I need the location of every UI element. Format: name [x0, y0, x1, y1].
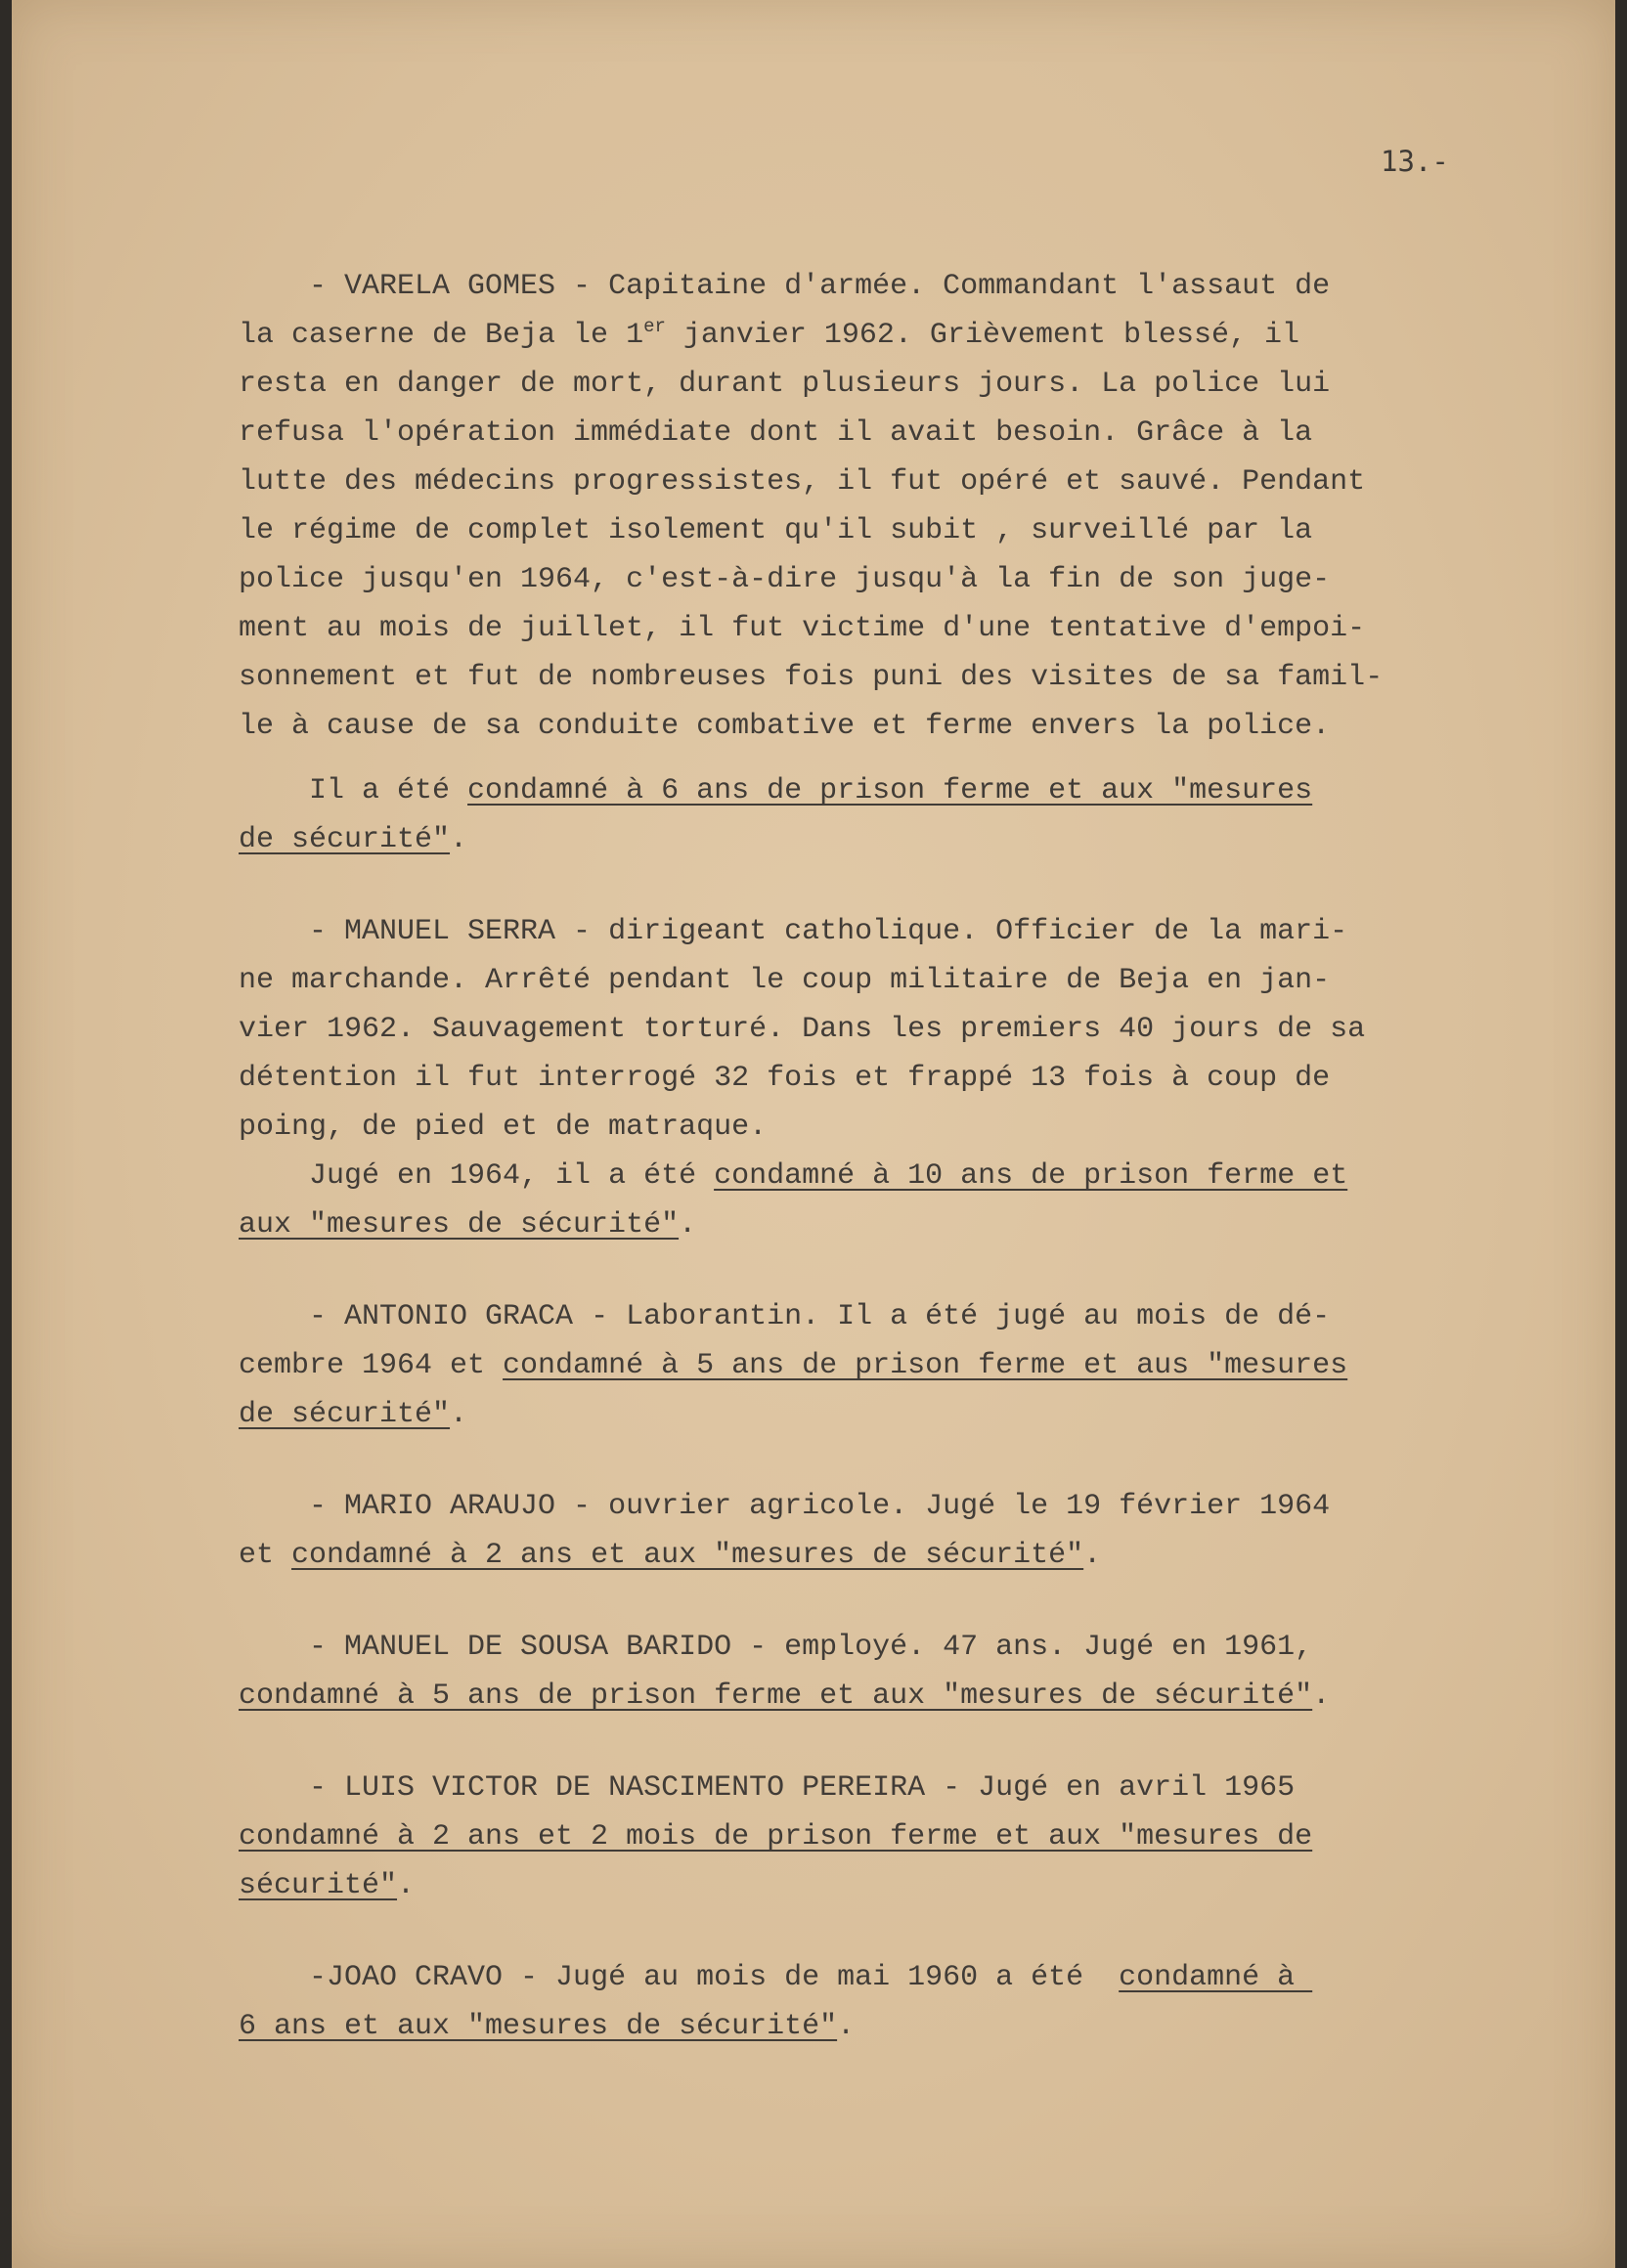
text-line: - ANTONIO GRACA - Laborantin. Il a été jugé au mois de dé-	[239, 1300, 1331, 1333]
entry-manuel-de-sousa-barido	[239, 1623, 1549, 1721]
text-line	[239, 1861, 1549, 1910]
text-line	[239, 1531, 1549, 1580]
text-line	[239, 1953, 1549, 2002]
underlined-sentence: sécurité"	[239, 1869, 398, 1902]
text-segment: la caserne de Beja le 1	[239, 319, 644, 352]
text-line	[239, 1390, 1549, 1439]
underlined-sentence: condamné à 10 ans de prison ferme et	[714, 1159, 1348, 1193]
entry-varela-gomes	[239, 262, 1549, 864]
sentence-line	[239, 1152, 1549, 1200]
text-segment: janvier 1962. Grièvement blessé, il	[665, 319, 1299, 352]
document-page	[12, 0, 1615, 2268]
text-line: ne marchande. Arrêté pendant le coup militaire de Beja en jan-	[239, 964, 1331, 997]
text-line	[239, 1672, 1549, 1721]
text-line	[239, 311, 1549, 360]
underlined-sentence: condamné à 5 ans de prison ferme et aus "mesures	[503, 1349, 1348, 1382]
underlined-sentence: aux "mesures de sécurité"	[239, 1208, 680, 1242]
sentence-line	[239, 1200, 1549, 1249]
text-line: vier 1962. Sauvagement torturé. Dans les premiers 40 jours de sa	[239, 1013, 1366, 1046]
sentence-line	[239, 815, 1549, 864]
text-line: sonnement et fut de nombreuses fois puni des visites de sa famil-	[239, 661, 1384, 694]
text-segment: .	[679, 1208, 697, 1242]
text-segment: .	[450, 823, 468, 856]
text-line: poing, de pied et de matraque.	[239, 1111, 768, 1144]
underlined-sentence: condamné à 5 ans de prison ferme et aux "mesures de sécurité"	[239, 1679, 1313, 1713]
underlined-sentence: condamné à	[1119, 1961, 1313, 1994]
text-segment: Il a été	[239, 774, 468, 807]
text-line: - MANUEL SERRA - dirigeant catholique. Officier de la mari-	[239, 915, 1348, 948]
entry-mario-araujo	[239, 1482, 1549, 1580]
text-segment: Jugé en 1964, il a été	[239, 1159, 715, 1193]
text-line	[239, 2002, 1549, 2051]
text-segment: -JOAO CRAVO - Jugé au mois de mai 1960 a été	[239, 1961, 1120, 1994]
page-number: 13.-	[1381, 145, 1449, 178]
sentence-line	[239, 766, 1549, 815]
text-line: lutte des médecins progressistes, il fut opéré et sauvé. Pendant	[239, 465, 1366, 499]
entry-antonio-graca	[239, 1292, 1549, 1439]
text-segment: .	[1312, 1679, 1331, 1713]
document-body	[239, 262, 1549, 2051]
superscript: er	[643, 316, 666, 337]
text-segment: .	[837, 2010, 856, 2043]
text-segment: .	[450, 1398, 468, 1431]
text-line: police jusqu'en 1964, c'est-à-dire jusqu'à la fin de son juge-	[239, 563, 1331, 596]
text-line	[239, 1341, 1549, 1390]
text-line: détention il fut interrogé 32 fois et frappé 13 fois à coup de	[239, 1062, 1331, 1095]
text-line: le à cause de sa conduite combative et ferme envers la police.	[239, 710, 1331, 743]
text-line: refusa l'opération immédiate dont il avait besoin. Grâce à la	[239, 416, 1313, 450]
text-segment: cembre 1964 et	[239, 1349, 504, 1382]
text-line: - VARELA GOMES - Capitaine d'armée. Commandant l'assaut de	[239, 270, 1331, 303]
text-segment: .	[1083, 1539, 1102, 1572]
text-line: - MARIO ARAUJO - ouvrier agricole. Jugé le 19 février 1964	[239, 1490, 1331, 1523]
text-line	[239, 1812, 1549, 1861]
entry-joao-cravo	[239, 1953, 1549, 2051]
text-segment: .	[397, 1869, 416, 1902]
underlined-sentence: 6 ans et aux "mesures de sécurité"	[239, 2010, 838, 2043]
text-line: ment au mois de juillet, il fut victime d'une tentative d'empoi-	[239, 612, 1366, 645]
underlined-sentence: condamné à 2 ans et aux "mesures de sécurité"	[291, 1539, 1084, 1572]
underlined-sentence: de sécurité"	[239, 1398, 451, 1431]
entry-manuel-serra	[239, 907, 1549, 1249]
text-segment: et	[239, 1539, 292, 1572]
entry-luis-victor-pereira	[239, 1764, 1549, 1910]
underlined-sentence: condamné à 2 ans et 2 mois de prison ferme et aux "mesures de	[239, 1820, 1313, 1854]
underlined-sentence: condamné à 6 ans de prison ferme et aux "mesures	[467, 774, 1313, 807]
underlined-sentence: de sécurité"	[239, 823, 451, 856]
text-line: resta en danger de mort, durant plusieurs jours. La police lui	[239, 368, 1331, 401]
text-line: - LUIS VICTOR DE NASCIMENTO PEREIRA - Jugé en avril 1965	[239, 1771, 1296, 1805]
text-line: le régime de complet isolement qu'il subit , surveillé par la	[239, 514, 1313, 547]
text-line: - MANUEL DE SOUSA BARIDO - employé. 47 ans. Jugé en 1961,	[239, 1631, 1313, 1664]
